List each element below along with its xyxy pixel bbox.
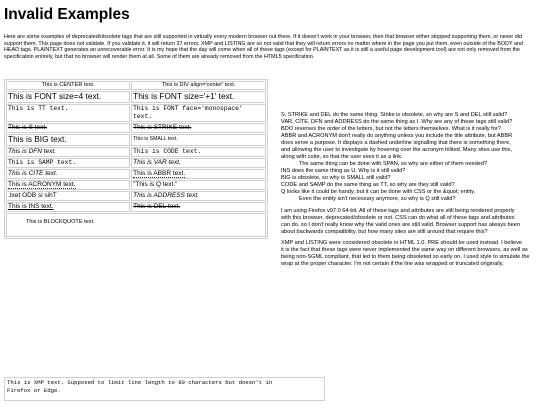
- address-cell: This is ADDRESS text.: [131, 191, 266, 201]
- table-row: [6, 123, 266, 133]
- table-row: [6, 134, 266, 146]
- explanation-paragraph-2: I am using Firefox v97.0 64-bit. All of these tags and attributes are still being rendered properly with this browser, deprecated/obsolete or not. CSS can do what all of these tags and attributes can do, so I don't really know why the valid ones are still valid. Browser support has always been about backwards compatibility, but how many sites are still around that require this?: [281, 207, 520, 235]
- code-cell: This is CODE text.: [131, 147, 266, 157]
- bdo-cell: [6, 191, 130, 201]
- acronym-cell[interactable]: [6, 180, 130, 190]
- del-cell: This is DEL text.: [131, 202, 266, 212]
- table-row: [6, 202, 266, 212]
- cite-cell: This is CITE text.: [6, 169, 130, 179]
- small-cell: This is SMALL text.: [131, 134, 266, 146]
- dfn-cell: This is DFN text.: [6, 147, 130, 157]
- table-row: [6, 91, 266, 103]
- table-header-row: [6, 81, 266, 90]
- bdo-text: This is BDO text.: [8, 191, 57, 199]
- explanation-paragraph-1: S, STRIKE and DEL do the same thing. Strike is obsolete, so why are S and DEL still valid? VAR, CITE, DFN and ADDRESS do the same thing as I. Why are any of these tags still valid? BDO reverses the order of the letters, but not the letters themselves. What is it really for? ABBR and ACRONYM don't really do anything unless you include the title attribute, but ABBR does serve a purpose. It displays a dashed underline signalling that there is something there, and allowing the user to investigate by hovering over the acronym hilited. Many sites use this, along with color, so that the user sees it as a link. The same thing can be done with SPAN, so why are either of them needed? INS does the same thing as U. Why is it still valid? BIG is obsolete, so why is SMALL still valid? CODE and SAMP do the same thing as TT, so why are they still valid? Q looks like it could be handy, but it can be done with CSS or the &quot; entity. Even the entity isn't necessary anymore, so why is Q still valid?: [281, 112, 513, 202]
- var-cell: This is VAR text.: [131, 158, 266, 168]
- ins-text: This is INS text.: [8, 202, 54, 210]
- table-row: [6, 213, 266, 237]
- explanation-column: [281, 112, 536, 273]
- blockquote-text: This is BLOCKQUOTE text.: [26, 218, 95, 225]
- big-cell: This is BIG text.: [6, 134, 130, 146]
- table-row: [6, 169, 266, 179]
- samp-cell: This is SAMP text.: [6, 158, 130, 168]
- page-title: Invalid Examples: [4, 6, 130, 23]
- tt-cell: This is TT text.: [6, 104, 130, 122]
- blockquote-cell: [6, 213, 266, 237]
- s-cell: This is S text.: [6, 123, 130, 133]
- tag-examples-table: [4, 79, 268, 239]
- table-row: [6, 104, 266, 122]
- font-monospace-cell: This is FONT face='monospace' text.: [131, 104, 266, 122]
- font-size-4-cell: This is FONT size=4 text.: [6, 91, 130, 103]
- table-row: [6, 158, 266, 168]
- strike-cell: This is STRIKE text.: [131, 123, 266, 133]
- abbr-text[interactable]: This is ABBR text.: [133, 169, 186, 177]
- intro-paragraph: Here are some examples of deprecated/obsolete tags that are still supported in virtually every modern browser out there. If it doesn't work in your browser, then that browser either stopped supporting them, or never did support them. This page does not validate. If you validate it, it will return 37 errors. XMP and LISTING are so not valid that they will return errors no matter where in the page you put them, even outside of the BODY and HEAD tags. PLAINTEXT generates an unrecoverable error. It is my hope that the day will come when all of these tags (except for PLAINTEXT as it is still a useful page development tool) are not only removed from the specification entirely, but that no browser will render them at all. Some of them are already removed from the HTML5 specification.: [4, 34, 523, 60]
- center-text-cell: This is CENTER text.: [6, 81, 130, 90]
- explanation-paragraph-3: XMP and LISTING were considered obsolete in HTML 1.0. PRE should be used instead. I believe it is the fact that these tags were never implemented the same way on different browsers, as well as being non-SGML compliant, that led to them being obsoleted so early on. I used style to simulate the wrap at the proper character. I'm not certain if the line was wrapped or truncated originally.: [281, 240, 530, 268]
- div-center-text-cell: This is DIV align='center' text.: [131, 81, 266, 90]
- acronym-text[interactable]: This is ACRONYM text.: [8, 180, 76, 188]
- xmp-text-box: This is XMP text. Supposed to limit line length to 80 characters but doesn't in Firefox or Edge.: [4, 377, 325, 401]
- table-row: [6, 191, 266, 201]
- q-cell: "This is Q text.": [131, 180, 266, 190]
- table-row: [6, 180, 266, 190]
- ins-cell: [6, 202, 130, 212]
- font-size-plus1-cell: This is FONT size='+1' text.: [131, 91, 266, 103]
- abbr-cell[interactable]: [131, 169, 266, 179]
- table-row: [6, 147, 266, 157]
